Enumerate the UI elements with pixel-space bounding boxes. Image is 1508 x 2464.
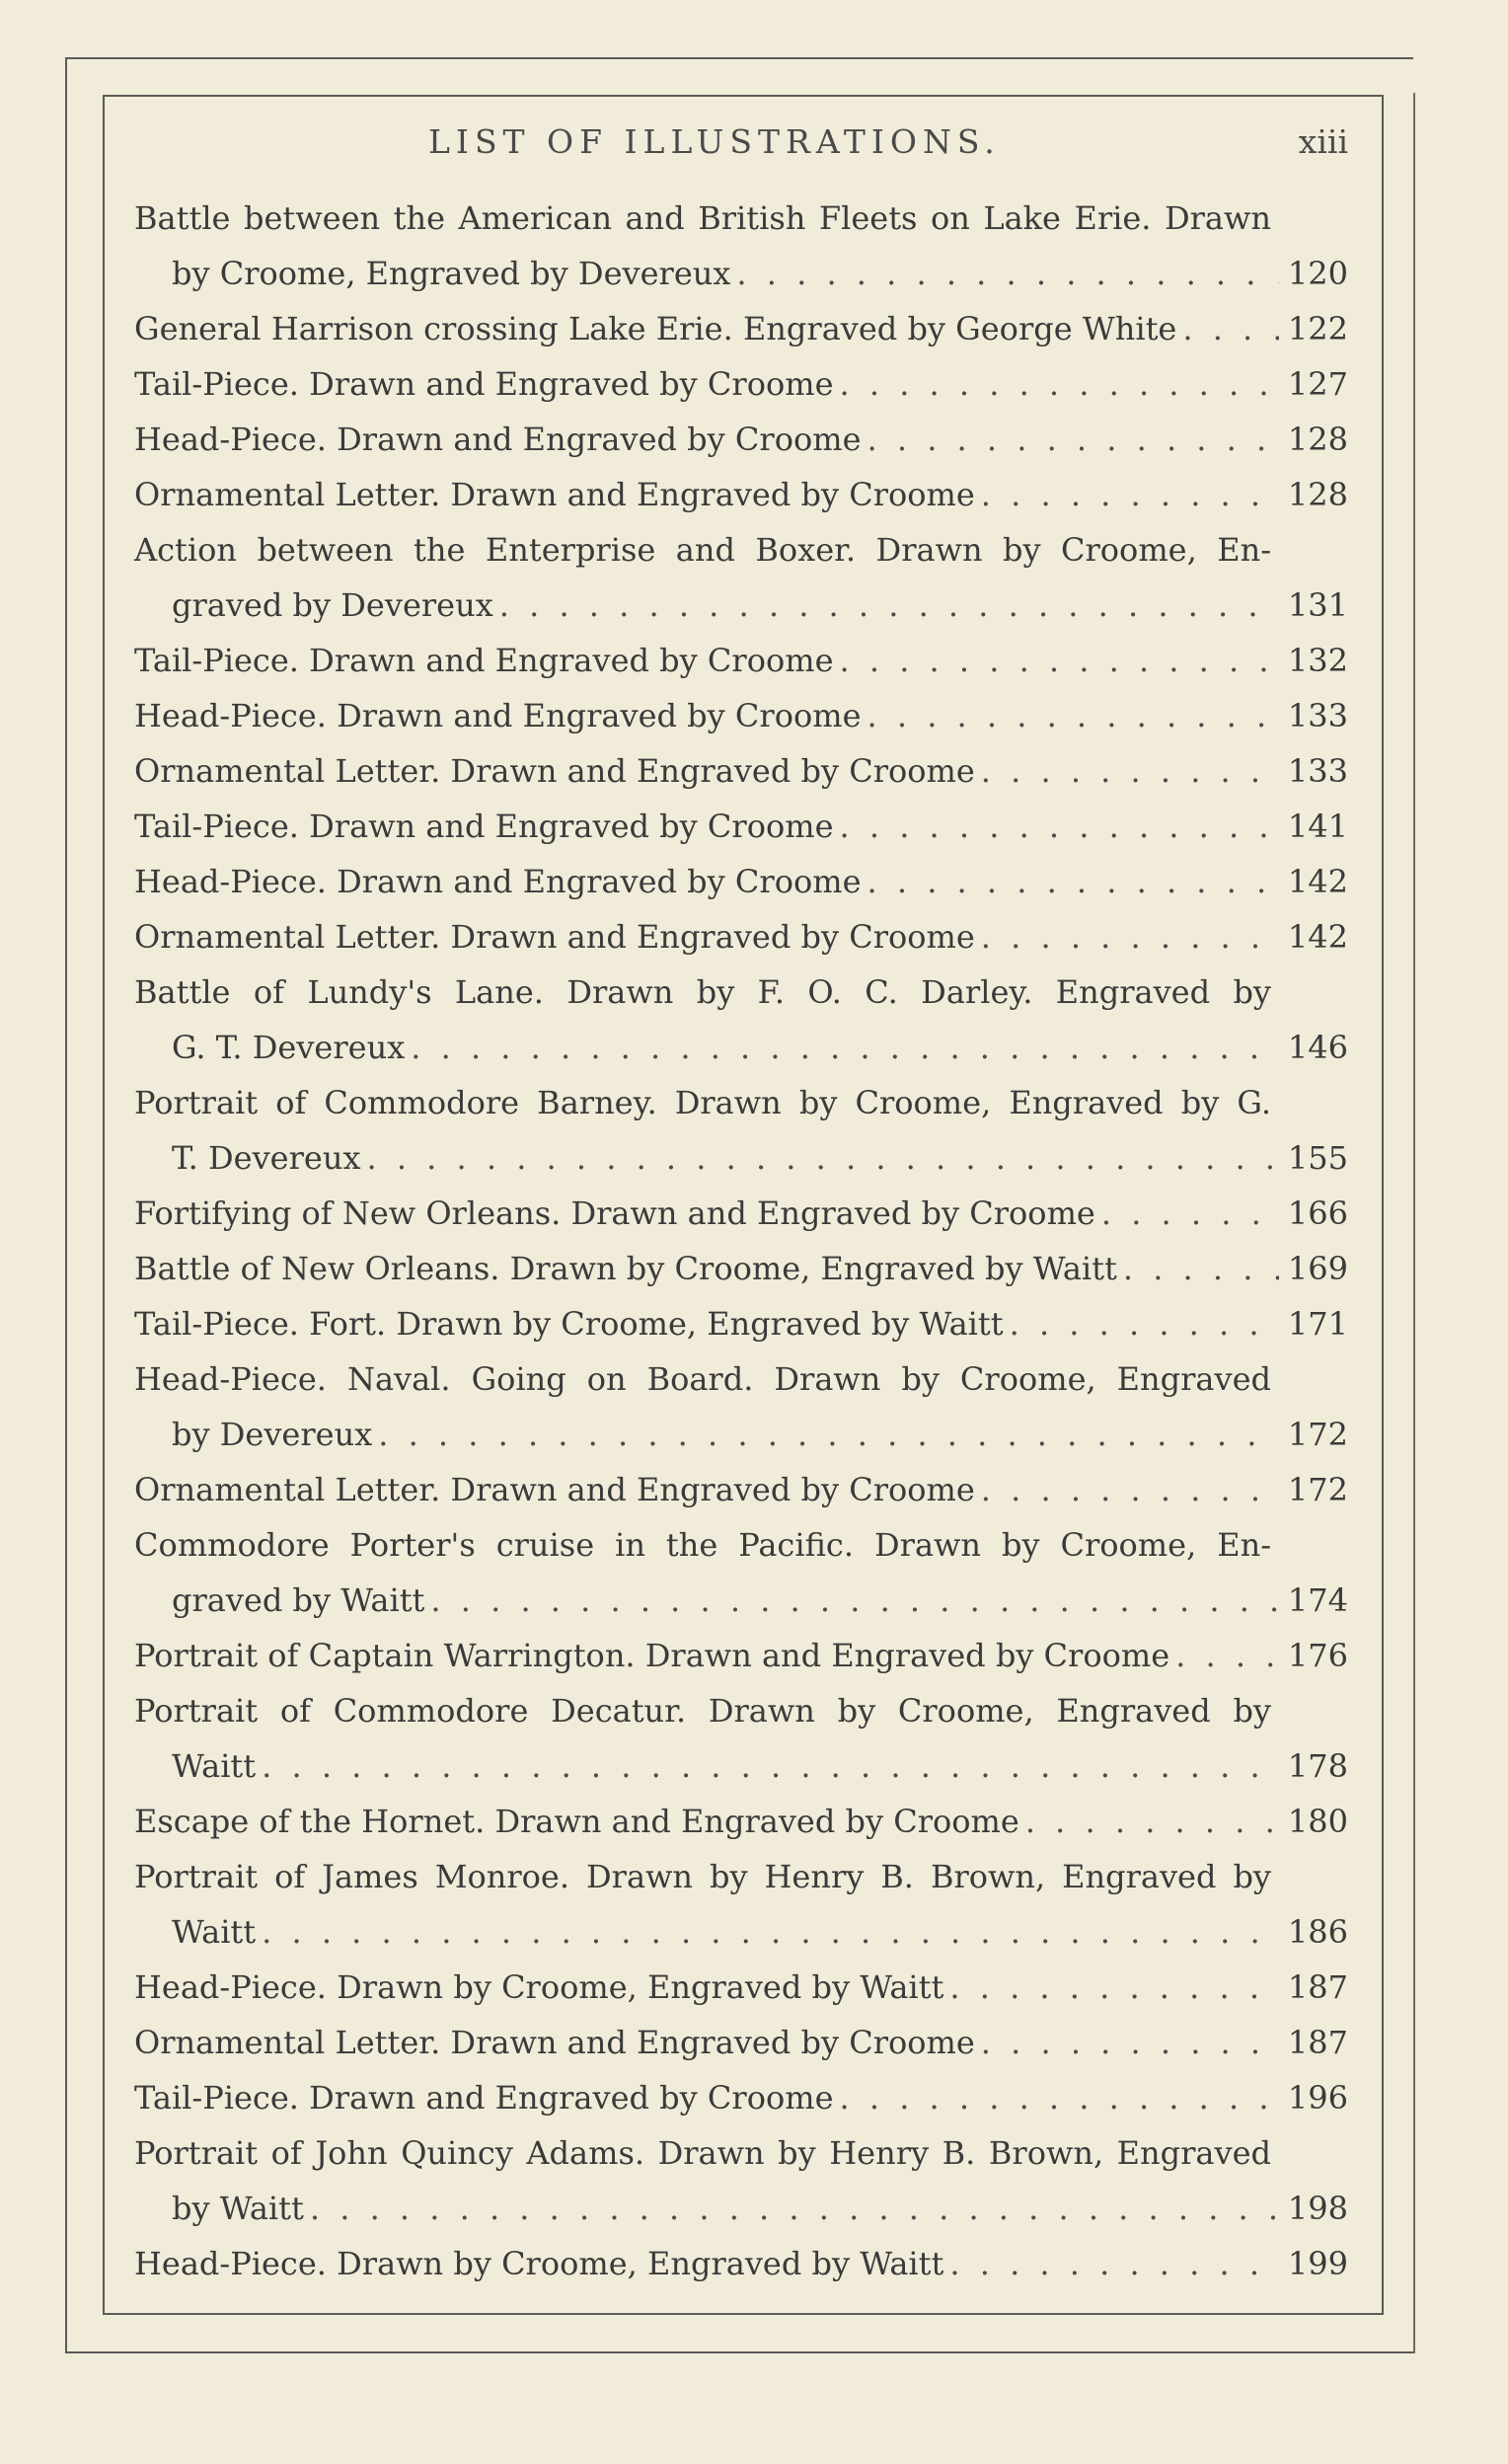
entry-line: Battle between the American and British Fleets on Lake Erie. Drawn — [134, 199, 1271, 237]
entry-line — [134, 1960, 1348, 2015]
dot-leader — [840, 356, 1280, 412]
dot-leader — [981, 909, 1279, 964]
entry-page-number: 172 — [1287, 1471, 1348, 1508]
list-item — [134, 1241, 1348, 1296]
list-item — [134, 191, 1348, 301]
entry-text: graved by Waitt — [172, 1581, 425, 1619]
list-item — [134, 1683, 1348, 1794]
entry-line: Action between the Enterprise and Boxer. Drawn by Croome, En- — [134, 531, 1271, 569]
list-item — [134, 1794, 1348, 1849]
list-item — [134, 301, 1348, 356]
entry-text: by Croome, Engraved by Devereux — [172, 255, 731, 292]
entry-line — [134, 633, 1348, 688]
entry-text: T. Devereux — [172, 1139, 361, 1177]
dot-leader — [310, 2181, 1279, 2236]
entry-line — [134, 1573, 1348, 1628]
dot-leader — [378, 1407, 1279, 1462]
list-item — [134, 964, 1348, 1075]
dot-leader — [981, 743, 1279, 799]
entry-page-number: 171 — [1287, 1305, 1348, 1343]
entry-line — [134, 1628, 1348, 1683]
entry-text: Ornamental Letter. Drawn and Engraved by Croome — [134, 1471, 975, 1508]
page-number: xiii — [1298, 122, 1348, 161]
entry-line — [134, 2181, 1348, 2236]
dot-leader — [1010, 1296, 1279, 1351]
list-item — [134, 1849, 1348, 1960]
entry-line: Commodore Porter's cruise in the Pacific. Drawn by Croome, En- — [134, 1526, 1271, 1564]
entry-line — [134, 301, 1348, 356]
entry-page-number: 133 — [1287, 697, 1348, 734]
list-item — [134, 1186, 1348, 1241]
list-item — [134, 1462, 1348, 1517]
entry-text: Head-Piece. Drawn and Engraved by Croome — [134, 863, 862, 900]
entry-page-number: 174 — [1287, 1581, 1348, 1619]
list-item — [134, 633, 1348, 688]
list-item — [134, 2236, 1348, 2291]
entry-text: Ornamental Letter. Drawn and Engraved by Croome — [134, 2024, 975, 2061]
entry-text: by Devereux — [172, 1416, 373, 1453]
dot-leader — [262, 1904, 1279, 1960]
dot-leader — [867, 688, 1280, 743]
dot-leader — [949, 1960, 1279, 2015]
entry-line — [134, 1130, 1348, 1186]
entry-line — [134, 909, 1348, 964]
entry-text: Head-Piece. Drawn by Croome, Engraved by Waitt — [134, 1968, 944, 2006]
entry-line — [134, 1296, 1348, 1351]
dot-leader — [949, 2236, 1279, 2291]
dot-leader — [840, 633, 1280, 688]
entry-text: Ornamental Letter. Drawn and Engraved by Croome — [134, 918, 975, 956]
entry-line — [134, 854, 1348, 909]
entry-text: G. T. Devereux — [172, 1029, 406, 1066]
entry-page-number: 128 — [1287, 421, 1348, 458]
entry-line — [134, 799, 1348, 854]
entry-page-number: 169 — [1287, 1250, 1348, 1287]
list-item — [134, 743, 1348, 799]
entry-line: Portrait of John Quincy Adams. Drawn by Henry B. Brown, Engraved — [134, 2134, 1271, 2172]
dot-leader — [1025, 1794, 1279, 1849]
entry-page-number: 196 — [1287, 2079, 1348, 2117]
entry-line: Battle of Lundy's Lane. Drawn by F. O. C. Darley. Engraved by — [134, 973, 1271, 1011]
dot-leader — [736, 246, 1279, 301]
list-item — [134, 1296, 1348, 1351]
entry-line — [134, 2015, 1348, 2070]
list-item — [134, 909, 1348, 964]
entry-page-number: 199 — [1287, 2245, 1348, 2282]
list-item — [134, 1960, 1348, 2015]
entry-page-number: 176 — [1287, 1637, 1348, 1674]
running-header — [103, 122, 1380, 170]
dot-leader — [499, 578, 1279, 633]
entry-text: by Waitt — [172, 2190, 304, 2227]
entry-line: Portrait of James Monroe. Drawn by Henry B. Brown, Engraved by — [134, 1858, 1271, 1895]
entry-text: Head-Piece. Drawn by Croome, Engraved by Waitt — [134, 2245, 944, 2282]
entry-page-number: 132 — [1287, 642, 1348, 679]
entry-line: Portrait of Commodore Barney. Drawn by Croome, Engraved by G. — [134, 1084, 1271, 1121]
list-item — [134, 522, 1348, 633]
dot-leader — [981, 2015, 1279, 2070]
entry-line: Head-Piece. Naval. Going on Board. Drawn by Croome, Engraved — [134, 1360, 1271, 1398]
entry-line — [134, 1407, 1348, 1462]
entry-page-number: 180 — [1287, 1803, 1348, 1840]
entry-line — [134, 246, 1348, 301]
entry-text: Ornamental Letter. Drawn and Engraved by Croome — [134, 476, 975, 513]
dot-leader — [840, 2070, 1280, 2125]
entry-line — [134, 356, 1348, 412]
entry-text: Head-Piece. Drawn and Engraved by Croome — [134, 697, 862, 734]
list-item — [134, 2070, 1348, 2125]
entry-page-number: 198 — [1287, 2190, 1348, 2227]
entry-text: Tail-Piece. Drawn and Engraved by Croome — [134, 808, 834, 845]
entry-line — [134, 578, 1348, 633]
entry-line — [134, 467, 1348, 522]
list-item — [134, 1351, 1348, 1462]
dot-leader — [366, 1130, 1279, 1186]
entry-text: Fortifying of New Orleans. Drawn and Engraved by Croome — [134, 1194, 1095, 1232]
entry-page-number: 120 — [1287, 255, 1348, 292]
list-item — [134, 1075, 1348, 1186]
entry-line — [134, 743, 1348, 799]
page-edge-line — [1413, 93, 1415, 2353]
list-item — [134, 799, 1348, 854]
entry-text: Waitt — [172, 1913, 257, 1951]
entry-text: Battle of New Orleans. Drawn by Croome, Engraved by Waitt — [134, 1250, 1117, 1287]
entry-text: Tail-Piece. Drawn and Engraved by Croome — [134, 642, 834, 679]
illustrations-list — [134, 191, 1348, 2291]
entry-page-number: 142 — [1287, 863, 1348, 900]
entry-page-number: 131 — [1287, 586, 1348, 624]
list-item — [134, 2125, 1348, 2236]
entry-text: Portrait of Captain Warrington. Drawn and Engraved by Croome — [134, 1637, 1170, 1674]
dot-leader — [430, 1573, 1279, 1628]
dot-leader — [981, 467, 1279, 522]
list-item — [134, 467, 1348, 522]
entry-page-number: 187 — [1287, 1968, 1348, 2006]
dot-leader — [411, 1020, 1279, 1075]
entry-line — [134, 1186, 1348, 1241]
entry-text: Escape of the Hornet. Drawn and Engraved by Croome — [134, 1803, 1019, 1840]
entry-page-number: 142 — [1287, 918, 1348, 956]
list-item — [134, 2015, 1348, 2070]
entry-text: Ornamental Letter. Drawn and Engraved by Croome — [134, 752, 975, 790]
dot-leader — [840, 799, 1280, 854]
list-item — [134, 688, 1348, 743]
entry-line — [134, 2070, 1348, 2125]
entry-page-number: 178 — [1287, 1747, 1348, 1785]
entry-text: Tail-Piece. Drawn and Engraved by Croome — [134, 365, 834, 403]
entry-text: Head-Piece. Drawn and Engraved by Croome — [134, 421, 862, 458]
dot-leader — [1175, 1628, 1279, 1683]
entry-page-number: 122 — [1287, 310, 1348, 347]
entry-text: graved by Devereux — [172, 586, 493, 624]
dot-leader — [867, 854, 1280, 909]
list-item — [134, 1517, 1348, 1628]
entry-page-number: 146 — [1287, 1029, 1348, 1066]
entry-page-number: 172 — [1287, 1416, 1348, 1453]
entry-page-number: 155 — [1287, 1139, 1348, 1177]
entry-line — [134, 412, 1348, 467]
entry-line — [134, 1794, 1348, 1849]
dot-leader — [867, 412, 1280, 467]
entry-text: Tail-Piece. Fort. Drawn by Croome, Engraved by Waitt — [134, 1305, 1004, 1343]
entry-page-number: 186 — [1287, 1913, 1348, 1951]
entry-page-number: 127 — [1287, 365, 1348, 403]
list-item — [134, 1628, 1348, 1683]
entry-page-number: 166 — [1287, 1194, 1348, 1232]
entry-line — [134, 1462, 1348, 1517]
entry-line — [134, 688, 1348, 743]
dot-leader — [1182, 301, 1279, 356]
list-item — [134, 412, 1348, 467]
dot-leader — [981, 1462, 1279, 1517]
dot-leader — [262, 1738, 1279, 1794]
entry-text: General Harrison crossing Lake Erie. Engraved by George White — [134, 310, 1177, 347]
entry-line — [134, 1904, 1348, 1960]
entry-line: Portrait of Commodore Decatur. Drawn by Croome, Engraved by — [134, 1692, 1271, 1730]
entry-page-number: 187 — [1287, 2024, 1348, 2061]
dot-leader — [1123, 1241, 1279, 1296]
entry-line — [134, 1738, 1348, 1794]
entry-line — [134, 1020, 1348, 1075]
entry-page-number: 133 — [1287, 752, 1348, 790]
dot-leader — [1101, 1186, 1279, 1241]
entry-line — [134, 2236, 1348, 2291]
entry-text: Tail-Piece. Drawn and Engraved by Croome — [134, 2079, 834, 2117]
entry-page-number: 141 — [1287, 808, 1348, 845]
list-item — [134, 356, 1348, 412]
entry-text: Waitt — [172, 1747, 257, 1785]
entry-line — [134, 1241, 1348, 1296]
list-item — [134, 854, 1348, 909]
page-title: LIST OF ILLUSTRATIONS. — [428, 122, 1001, 161]
entry-page-number: 128 — [1287, 476, 1348, 513]
